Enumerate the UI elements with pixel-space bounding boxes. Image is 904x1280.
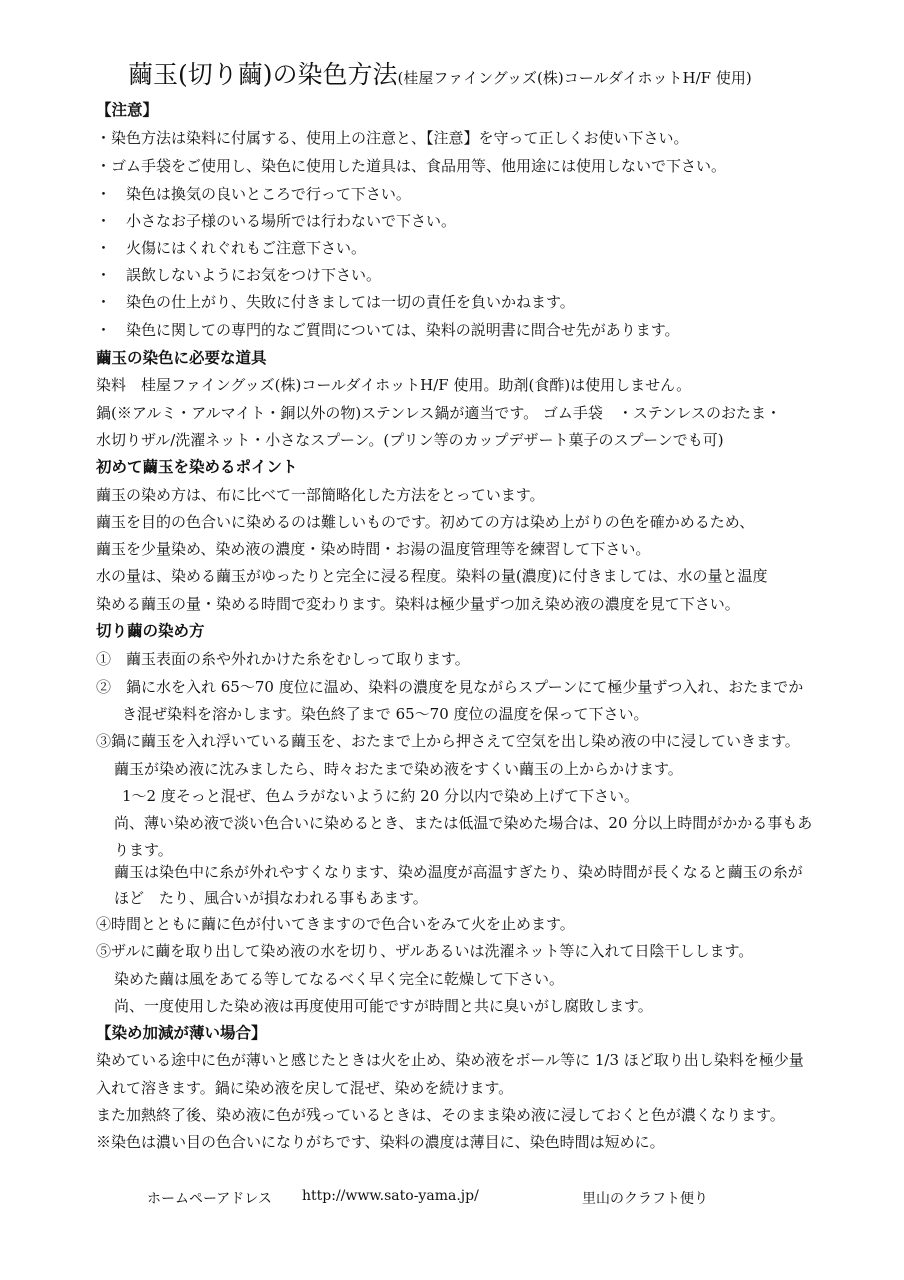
caution-line: ・ 染色の仕上がり、失敗に付きましては一切の責任を負いかねます。 — [96, 293, 575, 311]
method-step-continued: 繭玉は染色中に糸が外れやすくなります、染め温度が高温すぎたり、染め時間が長くなると繭玉の糸が — [114, 863, 803, 881]
points-line: 染める繭玉の量・染める時間で変わります。染料は極少量ずつ加え染め液の濃度を見て下さい。 — [96, 595, 740, 613]
caution-line: ・ 誤飲しないようにお気をつけ下さい。 — [96, 266, 382, 284]
method-step: ③鍋に繭玉を入れ浮いている繭玉を、おたまで上から押さえて空気を出し染め液の中に浸していきます。 — [96, 732, 800, 750]
section-heading-tools: 繭玉の染色に必要な道具 — [96, 349, 267, 367]
method-step: ④時間とともに繭に色が付いてきますので色合いをみて火を止めます。 — [96, 915, 575, 933]
footer-site-name: 里山のクラフト便り — [582, 1191, 708, 1207]
section-heading-light-color: 【染め加減が薄い場合】 — [96, 1024, 267, 1042]
light-color-line: 染めている途中に色が薄いと感じたときは火を止め、染め液をボール等に 1/3 ほど取り出し染料を極少量 — [96, 1051, 804, 1069]
method-step: ② 鍋に水を入れ 65～70 度位に温め、染料の濃度を見ながらスプーンにて極少量ずつ入れ、おたまでか — [96, 678, 804, 696]
page-title — [128, 55, 752, 91]
caution-line: ・染色方法は染料に付属する、使用上の注意と、【注意】を守って正しくお使い下さい。 — [96, 129, 689, 147]
light-color-line: また加熱終了後、染め液に色が残っているときは、そのまま染め液に浸しておくと色が濃くなります。 — [96, 1106, 785, 1124]
section-heading-caution: 【注意】 — [96, 101, 159, 119]
title-sub: (桂屋ファイングッズ(株)コールダイホットH/F 使用) — [397, 69, 752, 87]
method-step-continued: 染めた繭は風をあてる等してなるべく早く完全に乾燥して下さい。 — [114, 970, 565, 988]
title-main: 繭玉(切り繭)の染色方法 — [128, 60, 398, 89]
method-step-continued: 1～2 度そっと混ぜ、色ムラがないように約 20 分以内で染め上げて下さい。 — [122, 787, 640, 805]
method-step: ① 繭玉表面の糸や外れかけた糸をむしって取ります。 — [96, 650, 470, 668]
caution-line: ・ 小さなお子様のいる場所では行わないで下さい。 — [96, 212, 457, 230]
method-step: ⑤ザルに繭を取り出して染め液の水を切り、ザルあるいは洗濯ネット等に入れて日陰干しします。 — [96, 942, 754, 960]
method-step-continued: ります。 — [114, 841, 173, 859]
caution-line: ・ゴム手袋をご使用し、染色に使用した道具は、食品用等、他用途には使用しないで下さい。 — [96, 157, 727, 175]
caution-line: ・ 染色は換気の良いところで行って下さい。 — [96, 185, 411, 203]
points-line: 繭玉を少量染め、染め液の濃度・染め時間・お湯の温度管理等を練習して下さい。 — [96, 540, 651, 558]
caution-line: ・ 火傷にはくれぐれもご注意下さい。 — [96, 239, 367, 257]
light-color-line: 入れて溶きます。鍋に染め液を戻して混ぜ、染めを続けます。 — [96, 1079, 514, 1097]
points-line: 繭玉の染め方は、布に比べて一部簡略化した方法をとっています。 — [96, 486, 545, 504]
method-step-continued: 繭玉が染め液に沈みましたら、時々おたまで染め液をすくい繭玉の上からかけます。 — [114, 760, 683, 778]
tools-line: 染料 桂屋ファイングッズ(株)コールダイホットH/F 使用。助剤(食酢)は使用しません。 — [96, 376, 692, 394]
footer-url-link[interactable]: http://www.sato-yama.jp/ — [302, 1188, 479, 1204]
method-step-continued: き混ぜ染料を溶かします。染色終了まで 65～70 度位の温度を保って下さい。 — [122, 705, 649, 723]
method-step-continued: 尚、一度使用した染め液は再度使用可能ですが時間と共に臭いがし腐敗します。 — [114, 997, 653, 1015]
method-step-continued: 尚、薄い染め液で淡い色合いに染めるとき、または低温で染めた場合は、20 分以上時間がかかる事もあ — [114, 814, 813, 832]
points-line: 繭玉を目的の色合いに染めるのは難しいものです。初めての方は染め上がりの色を確かめるため、 — [96, 513, 755, 531]
method-step-continued: ほど たり、風合いが損なわれる事もあます。 — [114, 889, 428, 907]
section-heading-method: 切り繭の染め方 — [96, 622, 205, 640]
footer-label: ホームペーアドレス — [147, 1191, 272, 1207]
points-line: 水の量は、染める繭玉がゆったりと完全に浸る程度。染料の量(濃度)に付きましては、水の量と温度 — [96, 567, 768, 585]
tools-line: 鍋(※アルミ・アルマイト・銅以外の物)ステンレス鍋が適当です。 ゴム手袋 ・ステンレスのおたま・ — [96, 404, 782, 422]
section-heading-points: 初めて繭玉を染めるポイント — [96, 458, 298, 476]
tools-line: 水切りザル/洗濯ネット・小さなスプーン。(プリン等のカップデザート菓子のスプーンでも可) — [96, 431, 724, 449]
light-color-line: ※染色は濃い目の色合いになりがちです、染料の濃度は薄目に、染色時間は短めに。 — [96, 1133, 665, 1151]
caution-line: ・ 染色に関しての専門的なご質問については、染料の説明書に問合せ先があります。 — [96, 321, 680, 339]
